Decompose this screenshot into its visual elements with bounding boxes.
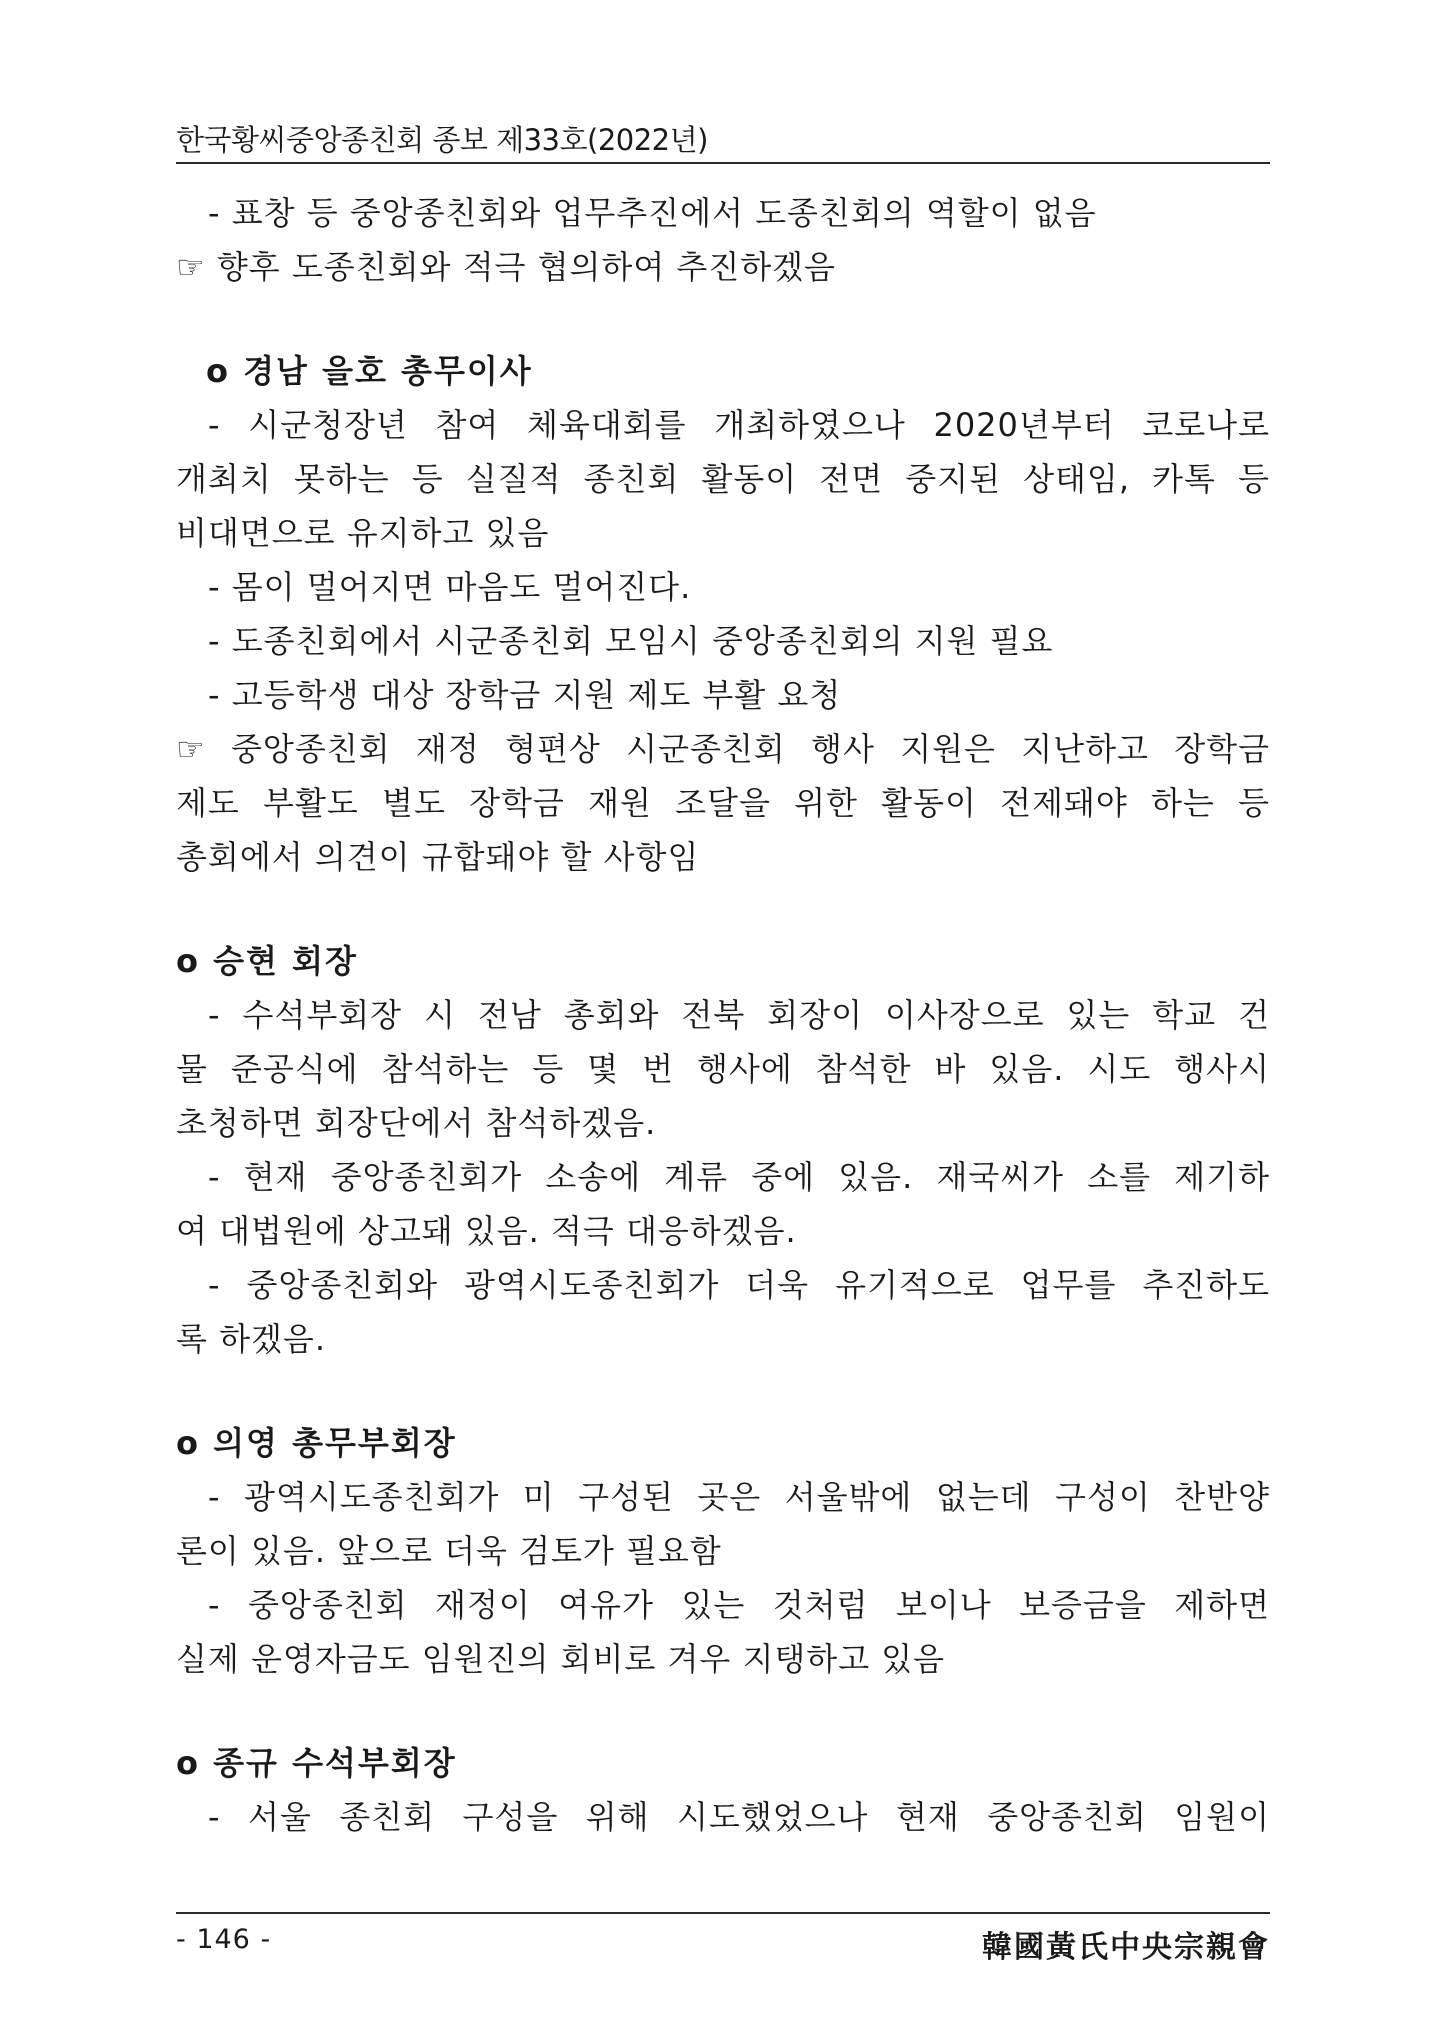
section-heading: o 경남 을호 총무이사: [206, 352, 533, 390]
body-line: - 고등학생 대상 장학금 지원 제도 부활 요청: [208, 676, 842, 714]
body-line: 록 하겠음.: [176, 1320, 326, 1358]
body-line: 초청하면 회장단에서 참석하겠음.: [176, 1104, 657, 1142]
body-line: 비대면으로 유지하고 있음: [176, 514, 550, 552]
body-line-note: ☞ 향후 도종친회와 적극 협의하여 추진하겠음: [176, 248, 836, 286]
page-header: [176, 118, 1270, 164]
body-line: - 시군청장년 참여 체육대회를 개최하였으나 2020년부터 코로나로: [208, 406, 1270, 444]
body-line: - 표창 등 중앙종친회와 업무추진에서 도종친회의 역할이 없음: [208, 194, 1097, 232]
body-line: 여 대법원에 상고돼 있음. 적극 대응하겠음.: [176, 1212, 797, 1250]
body-line: 개최치 못하는 등 실질적 종친회 활동이 전면 중지된 상태임, 카톡 등: [176, 460, 1270, 498]
body-line: - 몸이 멀어지면 마음도 멀어진다.: [208, 568, 692, 606]
document-body: [176, 186, 1270, 1844]
organization-name: 韓國黃氏中央宗親會: [982, 1930, 1270, 1965]
publication-title: 한국황씨중앙종친회 종보 제33호(2022년): [176, 123, 708, 157]
page-footer: [176, 1912, 1270, 1970]
page-number: - 146 -: [176, 1924, 272, 1955]
section-heading: o 의영 총무부회장: [176, 1424, 457, 1462]
body-line: - 광역시도종친회가 미 구성된 곳은 서울밖에 없는데 구성이 찬반양: [208, 1478, 1270, 1516]
body-line: 물 준공식에 참석하는 등 몇 번 행사에 참석한 바 있음. 시도 행사시: [176, 1050, 1270, 1088]
body-line: - 도종친회에서 시군종친회 모임시 중앙종친회의 지원 필요: [208, 622, 1054, 660]
body-line-note: ☞ 중앙종친회 재정 형편상 시군종친회 행사 지원은 지난하고 장학금: [176, 730, 1270, 768]
section-heading: o 승현 회장: [176, 942, 358, 980]
body-line: - 현재 중앙종친회가 소송에 계류 중에 있음. 재국씨가 소를 제기하: [208, 1158, 1270, 1196]
body-line: 제도 부활도 별도 장학금 재원 조달을 위한 활동이 전제돼야 하는 등: [176, 784, 1270, 822]
body-line: 론이 있음. 앞으로 더욱 검토가 필요함: [176, 1532, 722, 1570]
body-line: - 중앙종친회와 광역시도종친회가 더욱 유기적으로 업무를 추진하도: [208, 1266, 1270, 1304]
body-line: - 중앙종친회 재정이 여유가 있는 것처럼 보이나 보증금을 제하면: [208, 1586, 1270, 1624]
body-line: 실제 운영자금도 임원진의 회비로 겨우 지탱하고 있음: [176, 1640, 946, 1678]
body-line: - 서울 종친회 구성을 위해 시도했었으나 현재 중앙종친회 임원이: [208, 1798, 1270, 1836]
body-line: 총회에서 의견이 규합돼야 할 사항임: [176, 838, 700, 876]
body-line: - 수석부회장 시 전남 총회와 전북 회장이 이사장으로 있는 학교 건: [208, 996, 1270, 1034]
section-heading: o 종규 수석부회장: [176, 1744, 457, 1782]
